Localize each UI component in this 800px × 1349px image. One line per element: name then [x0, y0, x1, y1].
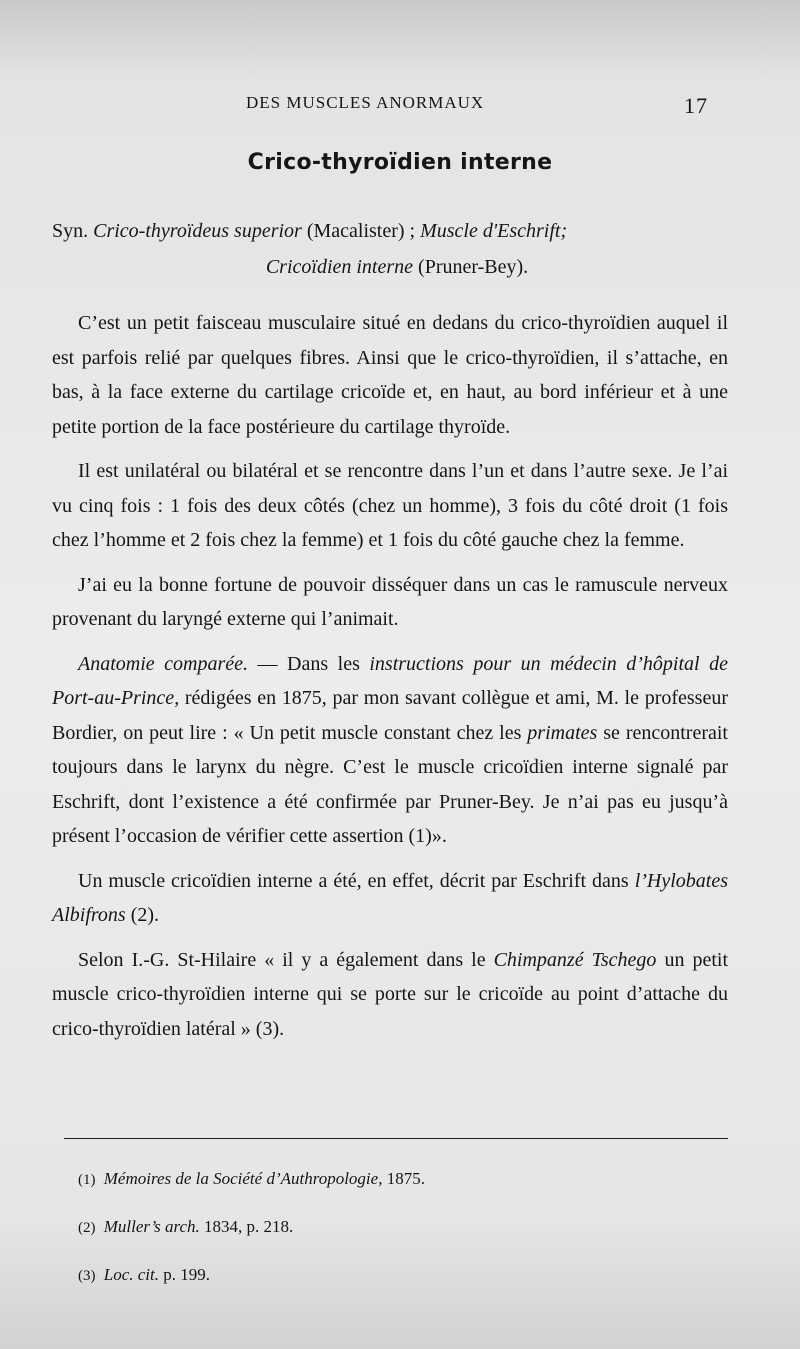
footnote-divider — [64, 1138, 728, 1139]
page-number: 17 — [684, 93, 708, 118]
paragraph: C’est un petit faisceau musculaire situé en dedans du crico-thyroïdien auquel il est parfois relié par quelques fibres. Ainsi que le crico-thyroïdien, il s’attache, en bas, à la face externe du cartilage cricoïde et, en haut, au bord inférieur et à une petite portion de la face postérieure du cartilage thyroïde. — [52, 312, 728, 438]
footnote-number: (2) — [78, 1220, 96, 1236]
synonym-name: Crico-thyroïdeus superior — [93, 220, 302, 242]
italic-text: instructions pour un médecin d’hôpital de Port-au-Prince, — [52, 652, 728, 709]
paragraph — [52, 647, 728, 854]
synonyms-prefix: Syn. — [52, 220, 89, 242]
body-text — [52, 306, 728, 1046]
footnote-text: 1875. — [382, 1169, 425, 1188]
text-run: rédigées en 1875, par mon savant collègue et ami, M. le professeur Bordier, on peut lire : « Un petit muscle constant chez les — [52, 687, 728, 744]
footnote-number: (1) — [78, 1172, 96, 1188]
synonym-author: (Macalister) ; — [306, 220, 416, 242]
footnote-title: Mémoires de la Société d’Authropologie, — [103, 1169, 383, 1188]
synonym-author: (Pruner-Bey). — [418, 256, 529, 278]
text-run: Selon I.-G. St-Hilaire « il y a également dans le — [78, 948, 494, 971]
italic-heading: Anatomie comparée. — [78, 652, 249, 675]
italic-text: Chimpanzé Tschego — [493, 948, 657, 971]
running-header — [0, 93, 800, 119]
synonym-name: Cricoïdien interne — [265, 256, 414, 278]
running-header-title: DES MUSCLES ANORMAUX — [246, 93, 485, 112]
text-run: — Dans les — [248, 652, 370, 675]
footnote-number: (3) — [78, 1268, 96, 1284]
italic-text: l’Hylobates Albifrons — [52, 869, 728, 926]
footnote — [78, 1214, 738, 1262]
paragraph: Il est unilatéral ou bilatéral et se rencontre dans l’un et dans l’autre sexe. Je l’ai vu cinq fois : 1 fois des deux côtés (chez un homme), 3 fois du côté droit (1 fois chez l’homme et 2 fois chez la femme) et 1 fois du côté gauche chez la femme. — [52, 460, 728, 551]
text-run: (2). — [125, 904, 160, 926]
text-run: un petit muscle crico-thyroïdien interne qui se porte sur le cricoïde au point d’attache du crico-thyroïdien latéral » (3). — [52, 948, 729, 1040]
footnote-title: Loc. cit. — [103, 1265, 159, 1284]
footnote-text: p. 199. — [159, 1265, 210, 1284]
footnote — [78, 1262, 738, 1310]
paragraph — [52, 943, 728, 1047]
italic-text: primates — [527, 721, 598, 744]
section-title: Crico-thyroïdien interne — [247, 150, 553, 175]
footnote-title: Muller’s arch. — [103, 1217, 200, 1236]
footnote — [78, 1166, 738, 1214]
footnote-text: 1834, p. 218. — [199, 1217, 294, 1236]
paragraph — [52, 864, 728, 933]
synonym-name: Muscle d'Eschrift; — [420, 220, 568, 242]
footnotes — [78, 1166, 738, 1310]
paragraph: J’ai eu la bonne fortune de pouvoir disséquer dans un cas le ramuscule nerveux provenant du laryngé externe qui l’animait. — [52, 573, 728, 630]
synonyms-line-2 — [52, 249, 742, 285]
text-run: se rencontrerait toujours dans le larynx du nègre. C’est le muscle cricoïdien interne signalé par Eschrift, dont l’existence a été confirmée par Pruner-Bey. Je n’ai pas eu jusqu’à présent l’occasion de vérifier cette assertion (1)». — [52, 721, 728, 847]
text-run: Un muscle cricoïdien interne a été, en effet, décrit par Eschrift dans — [78, 869, 635, 892]
synonyms-paragraph — [52, 213, 742, 285]
